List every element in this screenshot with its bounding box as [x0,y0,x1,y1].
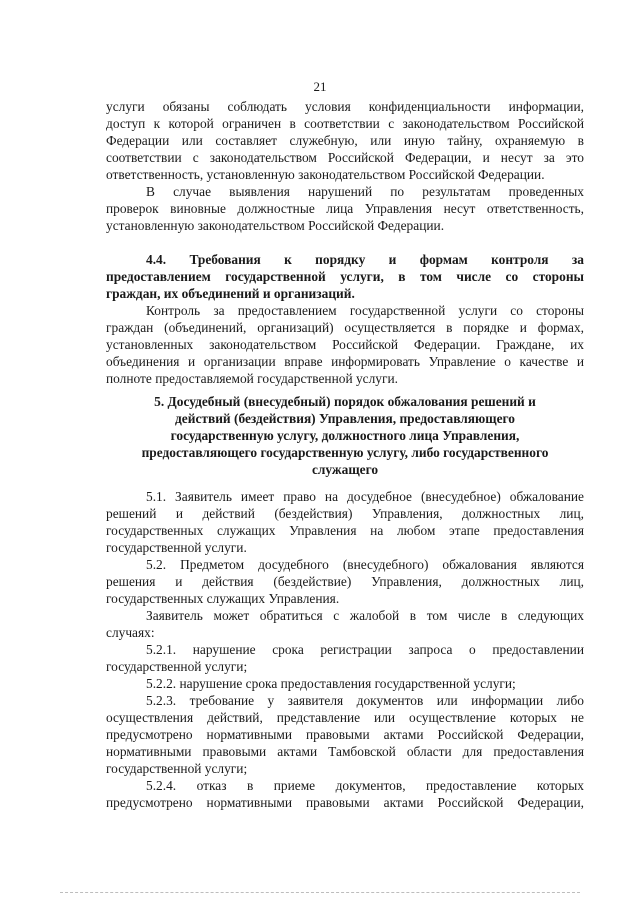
heading-line: граждан, их объединений и организаций. [106,286,355,301]
text-line: полноте предоставляемой государственной услуги. [106,371,398,386]
text-line: 5.2.2. нарушение срока предоставления государственной услуги; [146,676,516,691]
text-line: государственных служащих Управления на любом этапе предоставления [106,523,584,538]
heading-line: служащего [311,462,379,477]
heading-line: 4.4. Требования к порядку и формам контроля за [146,252,584,267]
text-line: 5.2.4. отказ в приеме документов, предоставление которых [146,778,584,793]
text-line: соответствии с законодательством Российской Федерации, и несут за это [106,150,584,165]
paragraph-violations [106,183,584,234]
text-line: случаях: [106,625,155,640]
text-line: 5.1. Заявитель имеет право на досудебное (внесудебное) обжалование [146,489,584,504]
text-line: государственной услуги; [106,761,248,776]
text-line: осуществления действий, представление или осуществление которых не [106,710,584,725]
section-heading-5 [106,393,584,478]
list-item-5-2-2 [106,675,584,692]
text-line: Заявитель может обратиться с жалобой в том числе в следующих [146,608,584,623]
text-line: 5.2.1. нарушение срока регистрации запроса о предоставлении [146,642,584,657]
paragraph-5-1 [106,488,584,556]
page-number: 21 [313,79,327,94]
paragraph-complaint-cases [106,607,584,641]
text-line: установленную законодательством Российской Федерации. [106,218,445,233]
text-line: государственных служащих Управления. [106,591,340,606]
heading-line: действий (бездействия) Управления, предоставляющего [175,411,515,426]
paragraph-5-2 [106,556,584,607]
heading-line: 5. Досудебный (внесудебный) порядок обжалования решений и [154,394,536,409]
heading-line: предоставляющего государственную услугу, либо государственного [141,445,549,460]
list-item-5-2-4 [106,777,584,811]
text-line: решения и действия (бездействие) Управления, должностных лиц, [106,574,584,589]
text-line: объединения и организации вправе информировать Управление о качестве и [106,354,584,369]
paragraph-confidentiality [106,98,584,183]
text-line: предусмотрено нормативными правовыми актами Российской Федерации, [106,727,584,742]
text-line: 5.2.3. требование у заявителя документов или информации либо [146,693,584,708]
text-line: ответственность, установленную законодательством Российской Федерации. [106,167,545,182]
text-line: государственной услуги; [106,659,248,674]
text-line: В случае выявления нарушений по результатам проведенных [146,184,584,199]
scan-footer-divider [60,892,580,894]
text-line: решений и действий (бездействия) Управления, должностных лиц, [106,506,584,521]
list-item-5-2-1 [106,641,584,675]
text-line: установленных законодательством Российской Федерации. Граждане, их [106,337,584,352]
text-line: Контроль за предоставлением государственной услуги со стороны [146,303,584,318]
text-line: предусмотрено нормативными правовыми актами Российской Федерации, [106,795,584,810]
heading-line: государственную услугу, должностного лица Управления, [170,428,520,443]
text-line: услуги обязаны соблюдать условия конфиденциальности информации, [106,99,584,114]
paragraph-control [106,302,584,387]
text-line: проверок виновные должностные лица Управления несут ответственность, [106,201,584,216]
text-line: 5.2. Предметом досудебного (внесудебного) обжалования являются [146,557,584,572]
text-line: граждан (объединений, организаций) осуществляется в порядке и формах, [106,320,584,335]
list-item-5-2-3 [106,692,584,777]
text-line: доступ к которой ограничен в соответствии с законодательством Российской [106,116,584,131]
text-line: нормативными правовыми актами Тамбовской области для предоставления [106,744,584,759]
text-line: Федерации или составляет служебную, или иную тайну, охраняемую в [106,133,584,148]
section-heading-4-4 [106,251,584,302]
heading-line: предоставлением государственной услуги, в том числе со стороны [106,269,584,284]
text-line: государственной услуги. [106,540,247,555]
